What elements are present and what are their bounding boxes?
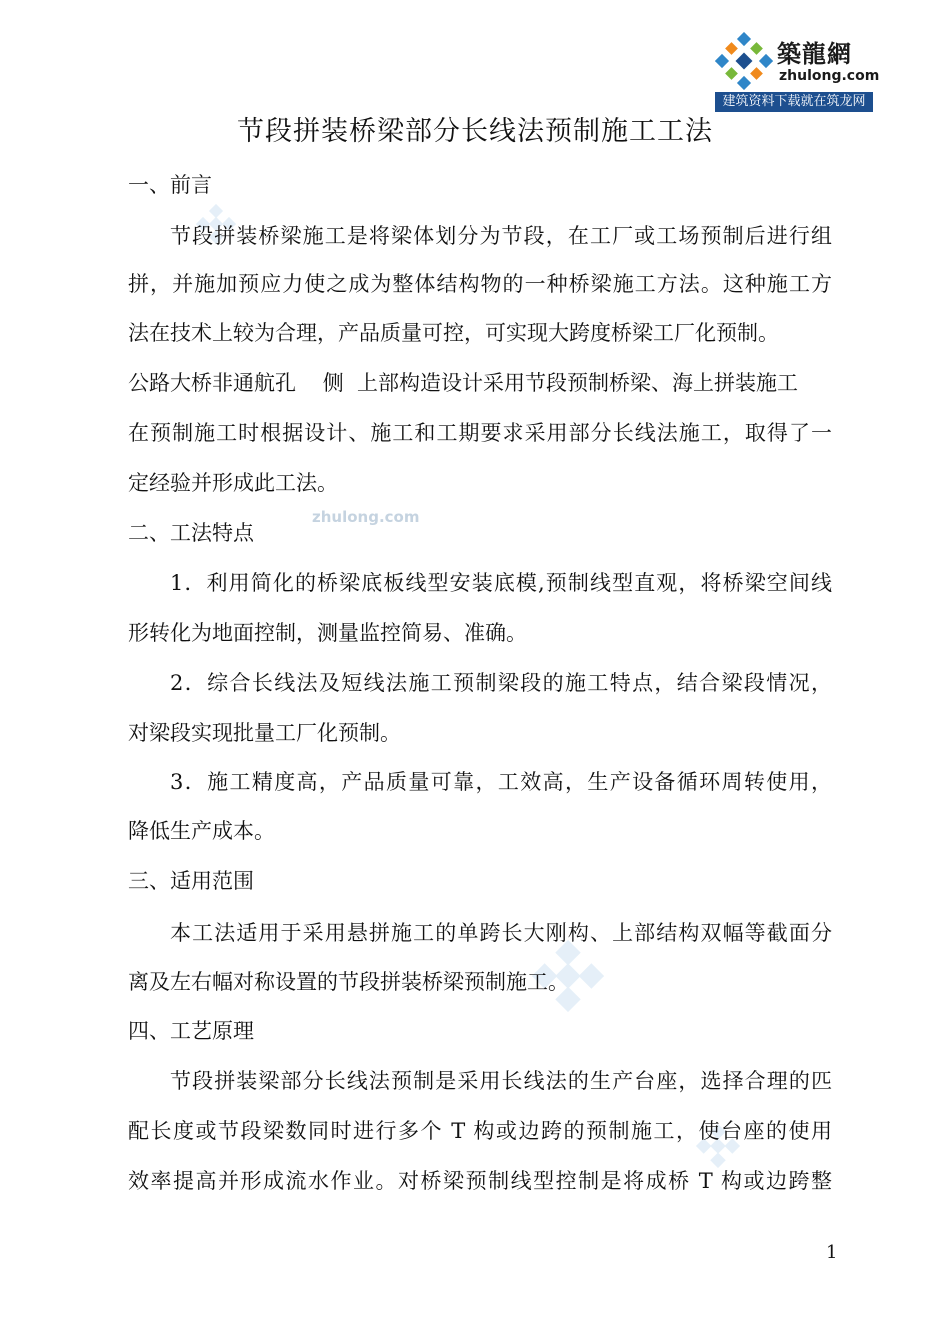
logo-slogan: 建筑资料下载就在筑龙网 bbox=[715, 92, 873, 112]
section-heading: 四、工艺原理 bbox=[128, 1019, 254, 1043]
paragraph-line: 在预制施工时根据设计、施工和工期要求采用部分长线法施工，取得了一 bbox=[128, 421, 832, 445]
section-heading: 二、工法特点 bbox=[128, 521, 254, 545]
zhulong-emblem-icon bbox=[715, 32, 773, 90]
list-item-line: 形转化为地面控制，测量监控简易、准确。 bbox=[128, 621, 527, 645]
paragraph-line: 定经验并形成此工法。 bbox=[128, 471, 338, 495]
list-item-line: 降低生产成本。 bbox=[128, 819, 275, 843]
paragraph-line: 配长度或节段梁数同时进行多个 T 构或边跨的预制施工，使台座的使用 bbox=[128, 1119, 832, 1143]
paragraph-line: 离及左右幅对称设置的节段拼装桥梁预制施工。 bbox=[128, 970, 569, 994]
list-item-line: 1．利用简化的桥梁底板线型安装底模,预制线型直观，将桥梁空间线 bbox=[170, 571, 832, 595]
paragraph-line: 公路大桥非通航孔 侧 上部构造设计采用节段预制桥梁、海上拼装施工 bbox=[128, 371, 799, 395]
document-title: 节段拼装桥梁部分长线法预制施工工法 bbox=[237, 116, 713, 147]
list-item-line: 对梁段实现批量工厂化预制。 bbox=[128, 721, 401, 745]
paragraph-line: 法在技术上较为合理，产品质量可控，可实现大跨度桥梁工厂化预制。 bbox=[128, 321, 779, 345]
list-item-line: 3．施工精度高，产品质量可靠，工效高，生产设备循环周转使用， bbox=[170, 770, 832, 794]
logo-brand-chinese: 築龍網 bbox=[777, 40, 852, 68]
page-number: 1 bbox=[826, 1242, 838, 1263]
paragraph-line: 拼，并施加预应力使之成为整体结构物的一种桥梁施工方法。这种施工方 bbox=[128, 272, 832, 296]
list-item-line: 2．综合长线法及短线法施工预制梁段的施工特点，结合梁段情况， bbox=[170, 671, 832, 695]
paragraph-line: 节段拼装桥梁施工是将梁体划分为节段，在工厂或工场预制后进行组 bbox=[170, 224, 832, 248]
zhulong-logo bbox=[715, 28, 880, 114]
watermark-text: zhulong.com bbox=[312, 508, 420, 526]
paragraph-line: 效率提高并形成流水作业。对桥梁预制线型控制是将成桥 T 构或边跨整 bbox=[128, 1169, 832, 1193]
logo-brand-english: zhulong.com bbox=[779, 68, 880, 84]
section-heading: 三、适用范围 bbox=[128, 869, 254, 893]
paragraph-line: 节段拼装梁部分长线法预制是采用长线法的生产台座，选择合理的匹 bbox=[170, 1069, 832, 1093]
section-heading: 一、前言 bbox=[128, 173, 212, 197]
paragraph-line: 本工法适用于采用悬拼施工的单跨长大刚构、上部结构双幅等截面分 bbox=[170, 921, 832, 945]
